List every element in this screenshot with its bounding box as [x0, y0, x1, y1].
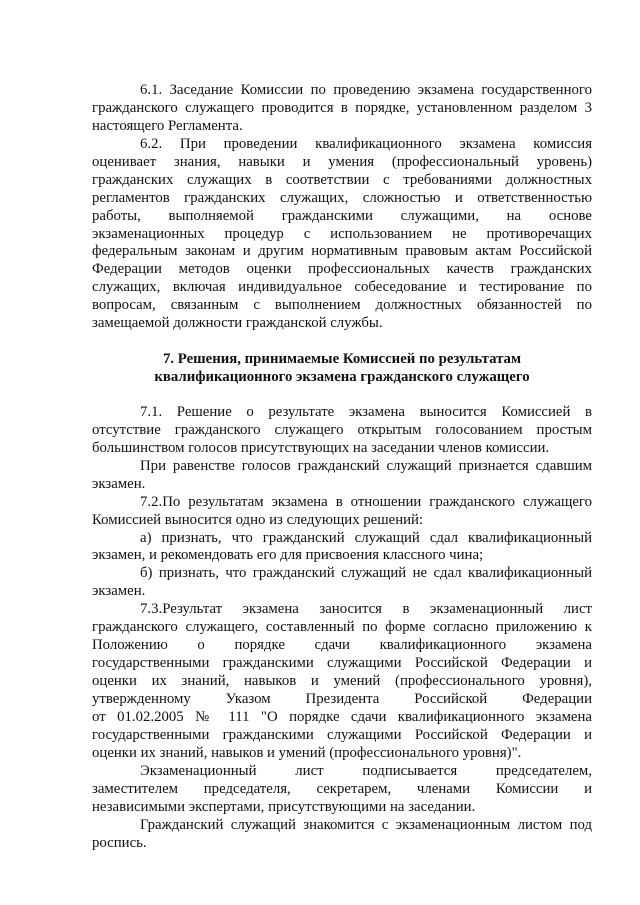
paragraph-7-1-line: большинством голосов присутствующих на заседании членов комиссии. — [92, 440, 550, 456]
section-7-heading: квалификационного экзамена гражданского служащего — [154, 369, 530, 385]
paragraph-acquaint-line: Гражданский служащий знакомится с экзаменационным листом под — [140, 817, 592, 833]
section-7-heading: 7. Решения, принимаемые Комиссией по результатам — [162, 351, 522, 367]
paragraph-7-3-line: оценки их знаний, навыков и умений (профессионального уровня)". — [92, 745, 522, 761]
list-item-a-line: экзамен, и рекомендовать его для присвоения классного чина; — [92, 547, 484, 563]
paragraph-7-3-line: утвержденному Указом Президента Российской Федерации — [92, 691, 592, 707]
paragraph-7-3-line: государственными гражданскими служащими Российской Федерации и — [92, 727, 592, 743]
paragraph-6-2-line: Федерации методов оценки профессиональных качеств гражданских — [92, 261, 592, 277]
paragraph-7-3-line: Положению о порядке сдачи квалификационного экзамена — [92, 637, 592, 653]
paragraph-6-2-line: федеральным законам и другим нормативным правовым актам Российской — [92, 243, 592, 259]
paragraph-7-3-line: от 01.02.2005 № 111 "О порядке сдачи квалификационного экзамена — [92, 709, 592, 725]
paragraph-7-1-line: отсутствие гражданского служащего открытым голосованием простым — [92, 422, 592, 438]
paragraph-7-2-line: 7.2.По результатам экзамена в отношении гражданского служащего — [140, 494, 592, 510]
paragraph-signature-line: Экзаменационный лист подписывается председателем, — [140, 763, 592, 779]
paragraph-7-1-line: 7.1. Решение о результате экзамена выносится Комиссией в — [140, 404, 592, 420]
paragraph-7-2-line: Комиссией выносится одно из следующих решений: — [92, 512, 424, 528]
paragraph-tie-line: экзамен. — [92, 476, 146, 492]
paragraph-6-2-line: вопросам, связанным с выполнением должностных обязанностей по — [92, 297, 592, 313]
paragraph-6-1-line: настоящего Регламента. — [92, 118, 243, 134]
paragraph-6-2-line: экзаменационных процедур с использованием не противоречащих — [92, 226, 592, 242]
paragraph-signature-line: заместителем председателя, секретарем, членами Комиссии и — [92, 781, 592, 797]
paragraph-6-1-line: гражданского служащего проводится в порядке, установленном разделом 3 — [92, 100, 592, 116]
paragraph-signature-line: независимыми экспертами, присутствующими на заседании. — [92, 799, 476, 815]
paragraph-tie-line: При равенстве голосов гражданский служащий признается сдавшим — [140, 458, 592, 474]
paragraph-6-2-line: 6.2. При проведении квалификационного экзамена комиссия — [140, 136, 592, 152]
paragraph-6-2-line: оценивает знания, навыки и умения (профессиональный уровень) — [92, 154, 592, 170]
paragraph-6-2-line: работы, выполняемой гражданскими служащими, на основе — [92, 208, 592, 224]
list-item-b-line: экзамен. — [92, 583, 146, 599]
paragraph-6-2-line: служащих, включая индивидуальное собеседование и тестирование по — [92, 279, 592, 295]
paragraph-acquaint-line: роспись. — [92, 835, 147, 851]
paragraph-6-2-line: гражданских служащих в соответствии с требованиями должностных — [92, 172, 592, 188]
paragraph-7-3-line: гражданского служащего, составленный по форме согласно приложению к — [92, 619, 592, 635]
paragraph-6-2-line: замещаемой должности гражданской службы. — [92, 315, 383, 331]
paragraph-7-3-line: 7.3.Результат экзамена заносится в экзаменационный лист — [140, 601, 592, 617]
list-item-b-line: б) признать, что гражданский служащий не сдал квалификационный — [140, 565, 592, 581]
paragraph-6-1-line: 6.1. Заседание Комиссии по проведению экзамена государственного — [140, 82, 592, 98]
paragraph-7-3-line: государственными гражданскими служащими Российской Федерации и — [92, 655, 592, 671]
paragraph-6-2-line: регламентов гражданских служащих, сложностью и ответственностью — [92, 190, 592, 206]
list-item-a-line: а) признать, что гражданский служащий сдал квалификационный — [140, 530, 592, 546]
paragraph-7-3-line: оценки их знаний, навыков и умений (профессионального уровня), — [92, 673, 592, 689]
